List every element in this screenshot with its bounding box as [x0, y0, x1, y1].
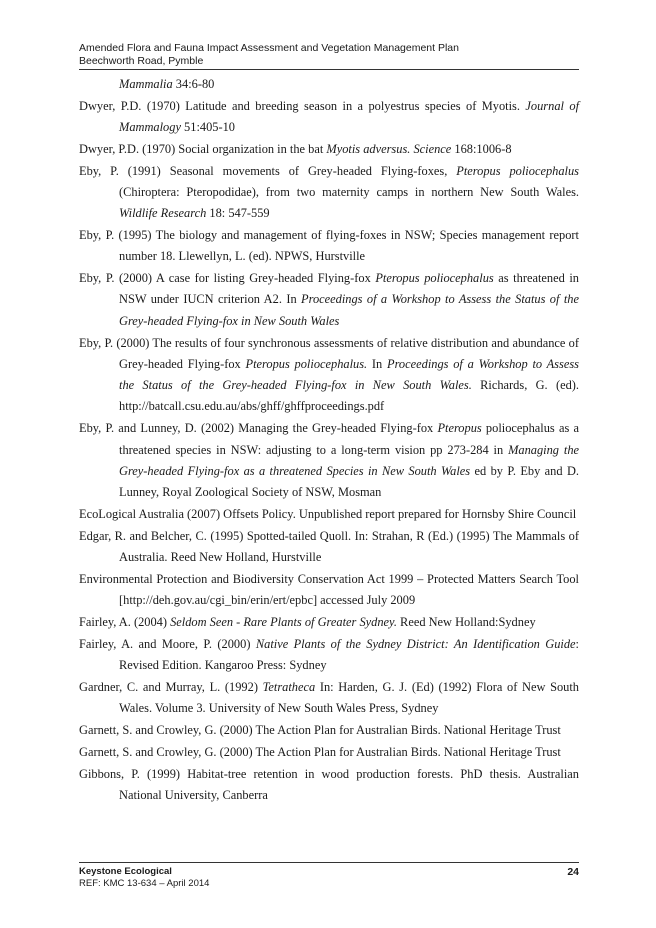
reference-italic-text: Pteropus poliocephalus [456, 163, 579, 178]
reference-text: Reed New Holland:Sydney [396, 614, 536, 629]
reference-entry [79, 742, 579, 763]
reference-text: Eby, P. (1995) The biology and management of flying-foxes in NSW; Species management report number 18. Llewellyn, L. (ed). NPWS, Hurstville [79, 228, 579, 264]
reference-text: Gibbons, P. (1999) Habitat-tree retention in wood production forests. PhD thesis. Australian National University, Canberra [79, 766, 579, 802]
reference-italic-text: Myotis adversus. Science [326, 141, 452, 156]
reference-entry [79, 333, 579, 418]
reference-text: In: Harden, G. J. (Ed) (1992) Flora of New South Wales. Volume 3. University of New South Wales Press, Sydney [119, 679, 580, 716]
reference-entry [79, 526, 579, 569]
reference-italic-text: Journal of Mammalogy [119, 98, 580, 135]
header-title: Amended Flora and Fauna Impact Assessment and Vegetation Management Plan [79, 42, 459, 54]
reference-entry [79, 139, 579, 160]
reference-italic-text: Mammalia [119, 77, 173, 91]
reference-italic-text: Pteropus poliocephalus [375, 271, 494, 286]
footer-organisation: Keystone Ecological [79, 866, 172, 877]
reference-text: Eby, P. (1991) Seasonal movements of Grey-headed Flying-foxes, [79, 163, 457, 178]
reference-entry [79, 764, 579, 807]
reference-text: Richards, G. (ed). http://batcall.csu.edu.au/abs/ghff/ghffproceedings.pdf [119, 378, 579, 414]
reference-italic-text: Managing the Grey-headed Flying-fox as a threatened Species in New South Wales [119, 442, 580, 478]
page-header [79, 42, 579, 68]
reference-entry [79, 225, 579, 268]
reference-list [79, 74, 579, 807]
page-number: 24 [567, 866, 579, 878]
reference-italic-text: Pteropus poliocephalus. [245, 356, 368, 371]
reference-text: Gardner, C. and Murray, L. (1992) [79, 679, 263, 694]
reference-text: 34:6-80 [172, 77, 215, 91]
page-footer [79, 866, 579, 890]
reference-text: as threatened in NSW under IUCN criterion A2. In [119, 271, 579, 307]
reference-italic-text: Pteropus [437, 421, 482, 436]
reference-entry [79, 504, 579, 525]
reference-entry [79, 677, 579, 720]
reference-italic-text: Proceedings of a Workshop to Assess the Status of the Grey-headed Flying-fox in New South Wales [119, 292, 579, 328]
reference-text: EcoLogical Australia (2007) Offsets Policy. Unpublished report prepared for Hornsby Shire Council [79, 506, 577, 521]
reference-entry [79, 268, 579, 332]
reference-entry [79, 569, 579, 612]
reference-text: Eby, P. and Lunney, D. (2002) Managing the Grey-headed Flying-fox [79, 421, 438, 436]
reference-entry [79, 418, 579, 503]
reference-text: Eby, P. (2000) The results of four synchronous assessments of relative distribution and abundance of Grey-headed Flying-fox [79, 335, 579, 371]
reference-text: Garnett, S. and Crowley, G. (2000) The Action Plan for Australian Birds. National Heritage Trust [79, 722, 561, 737]
reference-text: Garnett, S. and Crowley, G. (2000) The Action Plan for Australian Birds. National Heritage Trust [79, 744, 561, 759]
reference-text: Eby, P. (2000) A case for listing Grey-headed Flying-fox [79, 271, 376, 286]
reference-entry [79, 96, 579, 139]
reference-text: : Revised Edition. Kangaroo Press: Sydney [119, 636, 579, 673]
reference-text: 168:1006-8 [451, 141, 512, 156]
reference-italic-text: Wildlife Research [119, 206, 207, 221]
reference-text: Fairley, A. (2004) [79, 614, 171, 629]
footer-divider [79, 862, 579, 863]
reference-text: 51:405-10 [180, 120, 235, 135]
reference-entry [79, 634, 579, 677]
reference-text: ed by P. Eby and D. Lunney, Royal Zoological Society of NSW, Mosman [119, 463, 579, 500]
reference-text: Dwyer, P.D. (1970) Latitude and breeding season in a polyestrus species of Myotis. [79, 98, 526, 113]
reference-entry [79, 720, 579, 741]
reference-text: In [367, 356, 387, 371]
reference-entry [79, 74, 579, 95]
header-subtitle: Beechworth Road, Pymble [79, 55, 204, 67]
reference-text: Dwyer, P.D. (1970) Social organization in the bat [79, 141, 327, 156]
reference-text: 18: 547-559 [206, 206, 270, 221]
reference-text: poliocephalus as a threatened species in NSW: adjusting to a long-term vision pp 273-284 in [119, 421, 579, 457]
reference-italic-text: Native Plants of the Sydney District: An Identification Guide [255, 636, 576, 651]
header-divider [79, 69, 579, 70]
reference-italic-text: Proceedings of a Workshop to Assess the Status of the Grey-headed Flying-fox in New South Wales. [119, 356, 579, 393]
reference-text: Environmental Protection and Biodiversity Conservation Act 1999 – Protected Matters Search Tool [http://deh.gov.au/cgi_bin/erin/ert/epbc] accessed July 2009 [79, 571, 579, 608]
reference-italic-text: Tetratheca [262, 679, 316, 694]
reference-text: Edgar, R. and Belcher, C. (1995) Spotted-tailed Quoll. In: Strahan, R (Ed.) (1995) The Mammals of Australia. Reed New Holland, Hurstville [79, 528, 579, 565]
reference-entry [79, 612, 579, 633]
footer-reference: REF: KMC 13-634 – April 2014 [79, 878, 210, 889]
reference-text: Fairley, A. and Moore, P. (2000) [79, 636, 256, 651]
reference-text: (Chiroptera: Pteropodidae), from two maternity camps in northern New South Wales. [119, 184, 579, 199]
reference-entry [79, 161, 579, 225]
reference-italic-text: Seldom Seen - Rare Plants of Greater Sydney. [170, 614, 397, 629]
